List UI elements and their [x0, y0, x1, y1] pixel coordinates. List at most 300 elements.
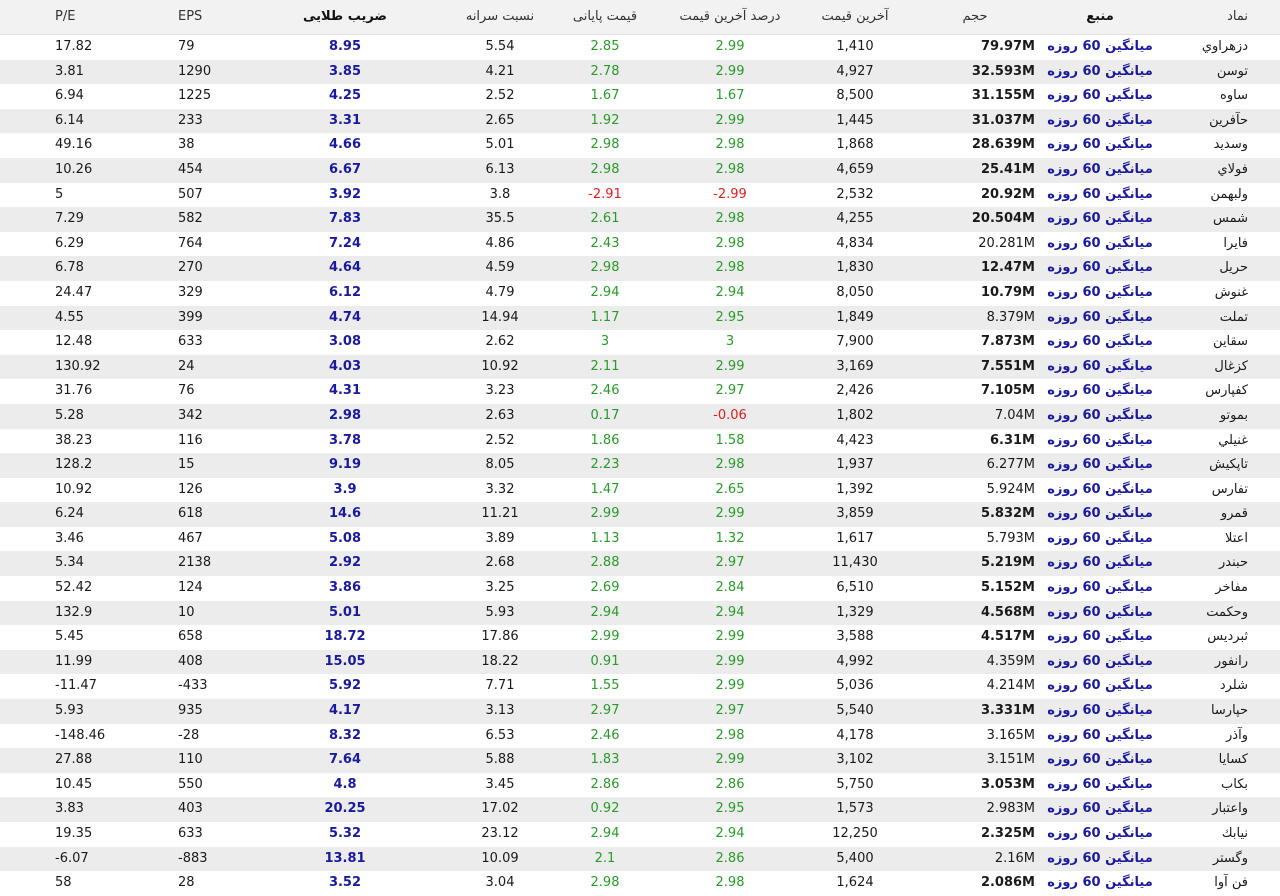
per-capita-cell: 3.23: [485, 383, 515, 399]
per-capita-cell: 3.89: [485, 530, 515, 546]
header-last-price[interactable]: آخرین قیمت: [821, 9, 889, 24]
symbol-cell[interactable]: کزغال: [1214, 358, 1248, 374]
eps-cell: 10: [178, 604, 195, 620]
table-row[interactable]: [0, 35, 1280, 60]
eps-cell: 2138: [178, 555, 212, 571]
closing-pct-cell: 2.97: [590, 703, 620, 719]
symbol-cell[interactable]: نیابك: [1221, 826, 1248, 841]
source-cell: میانگین 60 روزه: [1047, 629, 1153, 645]
symbol-cell[interactable]: بموتو: [1219, 407, 1248, 423]
per-capita-cell: 4.59: [485, 260, 515, 276]
header-per-capita[interactable]: نسبت سرانه: [465, 9, 535, 24]
eps-cell: 507: [178, 186, 203, 202]
golden-ratio-cell: 5.32: [328, 826, 362, 841]
symbol-cell[interactable]: تاپکیش: [1209, 457, 1248, 473]
table-row[interactable]: [0, 724, 1280, 749]
eps-cell: 38: [178, 137, 195, 153]
last-pct-cell: 2.99: [715, 653, 745, 669]
volume-cell: 4.568M: [980, 604, 1035, 620]
golden-ratio-cell: 2.92: [328, 555, 362, 571]
table-row[interactable]: [0, 797, 1280, 822]
golden-ratio-cell: 6.67: [328, 161, 362, 177]
eps-cell: 467: [178, 530, 203, 546]
per-capita-cell: 2.62: [485, 334, 515, 350]
eps-cell: 15: [178, 457, 195, 473]
last-price-cell: 12,250: [832, 826, 878, 841]
last-price-cell: 4,255: [836, 211, 874, 227]
symbol-cell[interactable]: بکاب: [1221, 776, 1248, 792]
closing-pct-cell: 2.61: [590, 211, 620, 227]
symbol-cell[interactable]: غنيلي: [1218, 432, 1248, 448]
last-price-cell: 5,400: [836, 850, 874, 866]
last-price-cell: 4,423: [836, 432, 874, 448]
table-row[interactable]: [0, 650, 1280, 675]
last-pct-cell: 2.98: [715, 727, 745, 743]
golden-ratio-cell: 5.08: [328, 530, 362, 546]
last-price-cell: 2,532: [836, 186, 874, 202]
last-pct-cell: 2.99: [715, 678, 745, 694]
golden-ratio-cell: 3.08: [328, 334, 362, 350]
eps-cell: 403: [178, 801, 203, 817]
table-header: [0, 0, 1280, 35]
last-pct-cell: 2.65: [715, 481, 745, 497]
pe-cell: 58: [55, 875, 72, 891]
closing-pct-cell: 1.67: [590, 88, 620, 104]
eps-cell: 270: [178, 260, 203, 276]
symbol-cell[interactable]: اعتلا: [1224, 530, 1248, 546]
closing-pct-cell: 2.88: [590, 555, 620, 571]
table-row[interactable]: [0, 183, 1280, 208]
pe-cell: 24.47: [55, 284, 93, 300]
source-cell: میانگین 60 روزه: [1047, 309, 1153, 325]
header-closing-pct[interactable]: قیمت پایانی: [572, 9, 638, 24]
symbol-cell[interactable]: وگستر: [1212, 850, 1248, 866]
source-cell: میانگین 60 روزه: [1047, 752, 1153, 768]
table-body: [0, 35, 1280, 896]
pe-cell: 10.45: [55, 776, 93, 792]
last-pct-cell: 2.99: [715, 506, 745, 522]
per-capita-cell: 8.05: [485, 457, 515, 473]
closing-pct-cell: 2.94: [590, 826, 620, 841]
pe-cell: 52.42: [55, 580, 93, 596]
table-row[interactable]: [0, 527, 1280, 552]
closing-pct-cell: 2.94: [590, 284, 620, 300]
last-price-cell: 3,859: [836, 506, 874, 522]
volume-cell: 5.832M: [980, 506, 1035, 522]
last-pct-cell: 1.67: [715, 88, 745, 104]
source-cell: میانگین 60 روزه: [1047, 211, 1153, 227]
volume-cell: 4.359M: [986, 653, 1035, 669]
pe-cell: 11.99: [55, 653, 93, 669]
per-capita-cell: 2.65: [485, 112, 515, 128]
table-row[interactable]: [0, 281, 1280, 306]
last-pct-cell: 2.99: [715, 39, 745, 54]
last-price-cell: 11,430: [832, 555, 878, 571]
header-eps[interactable]: EPS: [178, 9, 203, 24]
table-row[interactable]: [0, 133, 1280, 158]
per-capita-cell: 17.02: [481, 801, 519, 817]
symbol-cell[interactable]: سقاين: [1213, 334, 1248, 350]
table-row[interactable]: [0, 84, 1280, 109]
last-price-cell: 1,937: [836, 457, 874, 473]
header-volume[interactable]: حجم: [962, 9, 988, 24]
volume-cell: 2.086M: [980, 875, 1035, 891]
symbol-cell[interactable]: فايرا: [1223, 235, 1248, 251]
per-capita-cell: 18.22: [481, 653, 519, 669]
volume-cell: 8.379M: [986, 309, 1035, 325]
symbol-cell[interactable]: غنوش: [1214, 284, 1248, 300]
table-row[interactable]: [0, 207, 1280, 232]
closing-pct-cell: 0.91: [590, 653, 620, 669]
pe-cell: 10.92: [55, 481, 93, 497]
source-cell: میانگین 60 روزه: [1047, 703, 1153, 719]
last-pct-cell: 2.97: [715, 703, 745, 719]
pe-cell: 6.94: [55, 88, 84, 104]
golden-ratio-cell: 3.78: [328, 432, 362, 448]
eps-cell: 124: [178, 580, 203, 596]
golden-ratio-cell: 4.8: [333, 776, 357, 792]
eps-cell: 28: [178, 875, 195, 891]
golden-ratio-cell: 5.92: [328, 678, 362, 694]
per-capita-cell: 4.79: [485, 284, 515, 300]
symbol-cell[interactable]: شلرد: [1219, 678, 1248, 694]
last-pct-cell: 2.97: [715, 555, 745, 571]
volume-cell: 20.504M: [971, 211, 1035, 227]
per-capita-cell: 5.93: [485, 604, 515, 620]
eps-cell: 633: [178, 334, 203, 350]
last-price-cell: 4,992: [836, 653, 874, 669]
eps-cell: -28: [178, 727, 200, 743]
closing-pct-cell: 3: [600, 334, 610, 350]
symbol-cell[interactable]: ساوه: [1220, 88, 1248, 104]
golden-ratio-cell: 4.17: [328, 703, 362, 719]
symbol-cell[interactable]: رانفور: [1214, 653, 1248, 669]
eps-cell: 633: [178, 826, 203, 841]
pe-cell: 38.23: [55, 432, 93, 448]
symbol-cell[interactable]: فولاي: [1217, 161, 1248, 177]
pe-cell: 3.83: [55, 801, 84, 817]
volume-cell: 28.639M: [971, 137, 1035, 153]
eps-cell: -883: [178, 850, 208, 866]
symbol-cell[interactable]: توسن: [1216, 63, 1248, 79]
source-cell: میانگین 60 روزه: [1047, 137, 1153, 153]
symbol-cell[interactable]: حپارسا: [1210, 703, 1248, 719]
symbol-cell[interactable]: ولبهمن: [1210, 186, 1248, 202]
table-row[interactable]: [0, 379, 1280, 404]
golden-ratio-cell: 7.83: [328, 211, 362, 227]
pe-cell: -148.46: [55, 727, 106, 743]
golden-ratio-cell: 3.9: [333, 481, 357, 497]
golden-ratio-cell: 3.86: [328, 580, 362, 596]
table-row[interactable]: [0, 109, 1280, 134]
pe-cell: 3.81: [55, 63, 84, 79]
table-row[interactable]: [0, 256, 1280, 281]
symbol-cell[interactable]: وحکمت: [1206, 604, 1248, 620]
closing-pct-cell: 2.85: [590, 39, 620, 54]
per-capita-cell: 14.94: [481, 309, 519, 325]
golden-ratio-cell: 4.31: [328, 383, 362, 399]
closing-pct-cell: 2.78: [590, 63, 620, 79]
symbol-cell[interactable]: کفپارس: [1205, 383, 1248, 399]
table-row[interactable]: [0, 453, 1280, 478]
last-price-cell: 3,102: [836, 752, 874, 768]
table-row[interactable]: [0, 674, 1280, 699]
closing-pct-cell: 2.11: [590, 358, 620, 374]
closing-pct-cell: 2.46: [590, 727, 620, 743]
last-pct-cell: 2.98: [715, 235, 745, 251]
volume-cell: 6.277M: [986, 457, 1035, 473]
source-cell: میانگین 60 روزه: [1047, 506, 1153, 522]
table-row[interactable]: [0, 502, 1280, 527]
last-price-cell: 1,573: [836, 801, 874, 817]
per-capita-cell: 3.13: [485, 703, 515, 719]
volume-cell: 4.517M: [980, 629, 1035, 645]
eps-cell: 408: [178, 653, 203, 669]
source-cell: میانگین 60 روزه: [1047, 432, 1153, 448]
pe-cell: 128.2: [55, 457, 93, 473]
symbol-cell[interactable]: حريل: [1219, 260, 1248, 276]
volume-cell: 3.151M: [986, 752, 1035, 768]
last-pct-cell: 2.95: [715, 801, 745, 817]
source-cell: میانگین 60 روزه: [1047, 653, 1153, 669]
source-cell: میانگین 60 روزه: [1047, 678, 1153, 694]
symbol-cell[interactable]: حآفرین: [1209, 112, 1248, 128]
golden-ratio-cell: 7.24: [328, 235, 362, 251]
golden-ratio-cell: 3.92: [328, 186, 362, 202]
per-capita-cell: 4.21: [485, 63, 515, 79]
source-cell: میانگین 60 روزه: [1047, 776, 1153, 792]
golden-ratio-cell: 4.03: [328, 358, 362, 374]
table-row[interactable]: [0, 871, 1280, 896]
pe-cell: 3.46: [55, 530, 84, 546]
volume-cell: 79.97M: [980, 39, 1035, 54]
closing-pct-cell: 1.47: [590, 481, 620, 497]
eps-cell: -433: [178, 678, 208, 694]
symbol-cell[interactable]: فن آوا: [1214, 875, 1248, 891]
source-cell: میانگین 60 روزه: [1047, 260, 1153, 276]
pe-cell: 17.82: [55, 39, 93, 54]
last-pct-cell: 2.99: [715, 63, 745, 79]
eps-cell: 935: [178, 703, 203, 719]
per-capita-cell: 2.52: [485, 88, 515, 104]
source-cell: میانگین 60 روزه: [1047, 88, 1153, 104]
symbol-cell[interactable]: دزهراوي: [1201, 39, 1248, 54]
header-symbol[interactable]: نماد: [1227, 9, 1248, 24]
source-cell: میانگین 60 روزه: [1047, 161, 1153, 177]
table-row[interactable]: [0, 60, 1280, 85]
pe-cell: 31.76: [55, 383, 93, 399]
last-pct-cell: 2.95: [715, 309, 745, 325]
volume-cell: 10.79M: [980, 284, 1035, 300]
eps-cell: 1290: [178, 63, 212, 79]
last-pct-cell: 2.98: [715, 260, 745, 276]
table-row[interactable]: [0, 601, 1280, 626]
table-row[interactable]: [0, 404, 1280, 429]
per-capita-cell: 17.86: [481, 629, 519, 645]
last-price-cell: 1,617: [836, 530, 874, 546]
last-price-cell: 4,834: [836, 235, 874, 251]
symbol-cell[interactable]: واعتبار: [1212, 801, 1248, 817]
closing-pct-cell: 2.98: [590, 161, 620, 177]
per-capita-cell: 5.01: [485, 137, 515, 153]
pe-cell: -6.07: [55, 850, 89, 866]
table-row[interactable]: [0, 232, 1280, 257]
table-row[interactable]: [0, 551, 1280, 576]
last-price-cell: 5,750: [836, 776, 874, 792]
golden-ratio-cell: 4.25: [328, 88, 362, 104]
per-capita-cell: 3.25: [485, 580, 515, 596]
volume-cell: 5.152M: [980, 580, 1035, 596]
header-source[interactable]: منبع: [1086, 9, 1114, 24]
last-pct-cell: 2.98: [715, 211, 745, 227]
last-pct-cell: 2.98: [715, 875, 745, 891]
golden-ratio-cell: 15.05: [324, 653, 366, 669]
per-capita-cell: 2.52: [485, 432, 515, 448]
source-cell: میانگین 60 روزه: [1047, 186, 1153, 202]
last-price-cell: 4,178: [836, 727, 874, 743]
volume-cell: 5.219M: [980, 555, 1035, 571]
symbol-cell[interactable]: ثبردیس: [1207, 629, 1248, 645]
source-cell: میانگین 60 روزه: [1047, 39, 1153, 54]
last-pct-cell: 1.58: [715, 432, 745, 448]
pe-cell: -11.47: [55, 678, 97, 694]
last-pct-cell: 2.99: [715, 752, 745, 768]
pe-cell: 6.29: [55, 235, 84, 251]
header-pe[interactable]: P/E: [55, 9, 76, 24]
golden-ratio-cell: 3.52: [328, 875, 362, 891]
symbol-cell[interactable]: حبندر: [1219, 555, 1248, 571]
symbol-cell[interactable]: قمرو: [1220, 506, 1248, 522]
symbol-cell[interactable]: کسایا: [1218, 752, 1248, 768]
symbol-cell[interactable]: تفارس: [1211, 481, 1248, 497]
per-capita-cell: 3.04: [485, 875, 515, 891]
volume-cell: 20.92M: [980, 186, 1035, 202]
table-row[interactable]: [0, 625, 1280, 650]
source-cell: میانگین 60 روزه: [1047, 580, 1153, 596]
volume-cell: 2.325M: [980, 826, 1035, 841]
source-cell: میانگین 60 روزه: [1047, 801, 1153, 817]
volume-cell: 2.16M: [994, 850, 1035, 866]
table-row[interactable]: [0, 355, 1280, 380]
closing-pct-cell: 2.86: [590, 776, 620, 792]
eps-cell: 618: [178, 506, 203, 522]
last-price-cell: 1,410: [836, 39, 874, 54]
last-price-cell: 7,900: [836, 334, 874, 350]
header-golden-ratio[interactable]: ضریب طلایی: [303, 9, 387, 24]
symbol-cell[interactable]: مفاخر: [1215, 580, 1248, 596]
symbol-cell[interactable]: وآذر: [1226, 727, 1248, 743]
golden-ratio-cell: 6.12: [328, 284, 362, 300]
eps-cell: 116: [178, 432, 203, 448]
volume-cell: 20.281M: [978, 235, 1035, 251]
golden-ratio-cell: 5.01: [328, 604, 362, 620]
last-price-cell: 1,445: [836, 112, 874, 128]
source-cell: میانگین 60 روزه: [1047, 457, 1153, 473]
eps-cell: 658: [178, 629, 203, 645]
symbol-cell[interactable]: تملت: [1219, 309, 1248, 325]
per-capita-cell: 4.86: [485, 235, 515, 251]
source-cell: میانگین 60 روزه: [1047, 235, 1153, 251]
last-pct-cell: 1.32: [715, 530, 745, 546]
symbol-cell[interactable]: وسدید: [1213, 137, 1248, 153]
pe-cell: 27.88: [55, 752, 93, 768]
closing-pct-cell: 2.98: [590, 137, 620, 153]
closing-pct-cell: 2.69: [590, 580, 620, 596]
pe-cell: 12.48: [55, 334, 93, 350]
eps-cell: 764: [178, 235, 203, 251]
golden-ratio-cell: 13.81: [324, 850, 366, 866]
volume-cell: 7.873M: [980, 334, 1035, 350]
closing-pct-cell: 2.1: [594, 850, 616, 866]
pe-cell: 5.28: [55, 407, 84, 423]
header-last-pct[interactable]: درصد آخرین قیمت: [679, 9, 781, 24]
pe-cell: 10.26: [55, 161, 93, 177]
table-row[interactable]: [0, 847, 1280, 872]
table-row[interactable]: [0, 429, 1280, 454]
per-capita-cell: 3.8: [489, 186, 511, 202]
source-cell: میانگین 60 روزه: [1047, 407, 1153, 423]
eps-cell: 454: [178, 161, 203, 177]
table-row[interactable]: [0, 822, 1280, 847]
golden-ratio-cell: 18.72: [324, 629, 366, 645]
source-cell: میانگین 60 روزه: [1047, 358, 1153, 374]
golden-ratio-cell: 7.64: [328, 752, 362, 768]
last-pct-cell: 3: [725, 334, 735, 350]
closing-pct-cell: 2.99: [590, 506, 620, 522]
volume-cell: 5.924M: [986, 481, 1035, 497]
table-row[interactable]: [0, 158, 1280, 183]
last-price-cell: 5,036: [836, 678, 874, 694]
closing-pct-cell: 2.99: [590, 629, 620, 645]
volume-cell: 3.331M: [980, 703, 1035, 719]
golden-ratio-cell: 9.19: [328, 457, 362, 473]
golden-ratio-cell: 3.85: [328, 63, 362, 79]
table-row[interactable]: [0, 478, 1280, 503]
last-price-cell: 1,868: [836, 137, 874, 153]
closing-pct-cell: 1.86: [590, 432, 620, 448]
pe-cell: 4.55: [55, 309, 84, 325]
source-cell: میانگین 60 روزه: [1047, 604, 1153, 620]
symbol-cell[interactable]: شمس: [1213, 211, 1248, 227]
last-pct-cell: -2.99: [713, 186, 747, 202]
per-capita-cell: 35.5: [485, 211, 515, 227]
table-row[interactable]: [0, 748, 1280, 773]
source-cell: میانگین 60 روزه: [1047, 334, 1153, 350]
table-row[interactable]: [0, 330, 1280, 355]
source-cell: میانگین 60 روزه: [1047, 112, 1153, 128]
table-row[interactable]: [0, 699, 1280, 724]
eps-cell: 1225: [178, 88, 212, 104]
pe-cell: 5.93: [55, 703, 84, 719]
table-row[interactable]: [0, 773, 1280, 798]
per-capita-cell: 10.92: [481, 358, 519, 374]
closing-pct-cell: 2.94: [590, 604, 620, 620]
volume-cell: 3.053M: [980, 776, 1035, 792]
eps-cell: 76: [178, 383, 195, 399]
table-row[interactable]: [0, 576, 1280, 601]
last-price-cell: 8,050: [836, 284, 874, 300]
table-row[interactable]: [0, 306, 1280, 331]
closing-pct-cell: -2.91: [588, 186, 622, 202]
eps-cell: 399: [178, 309, 203, 325]
closing-pct-cell: 0.17: [590, 407, 620, 423]
source-cell: میانگین 60 روزه: [1047, 826, 1153, 841]
volume-cell: 7.551M: [980, 358, 1035, 374]
last-pct-cell: 2.84: [715, 580, 745, 596]
last-pct-cell: 2.99: [715, 629, 745, 645]
per-capita-cell: 6.53: [485, 727, 515, 743]
last-price-cell: 5,540: [836, 703, 874, 719]
